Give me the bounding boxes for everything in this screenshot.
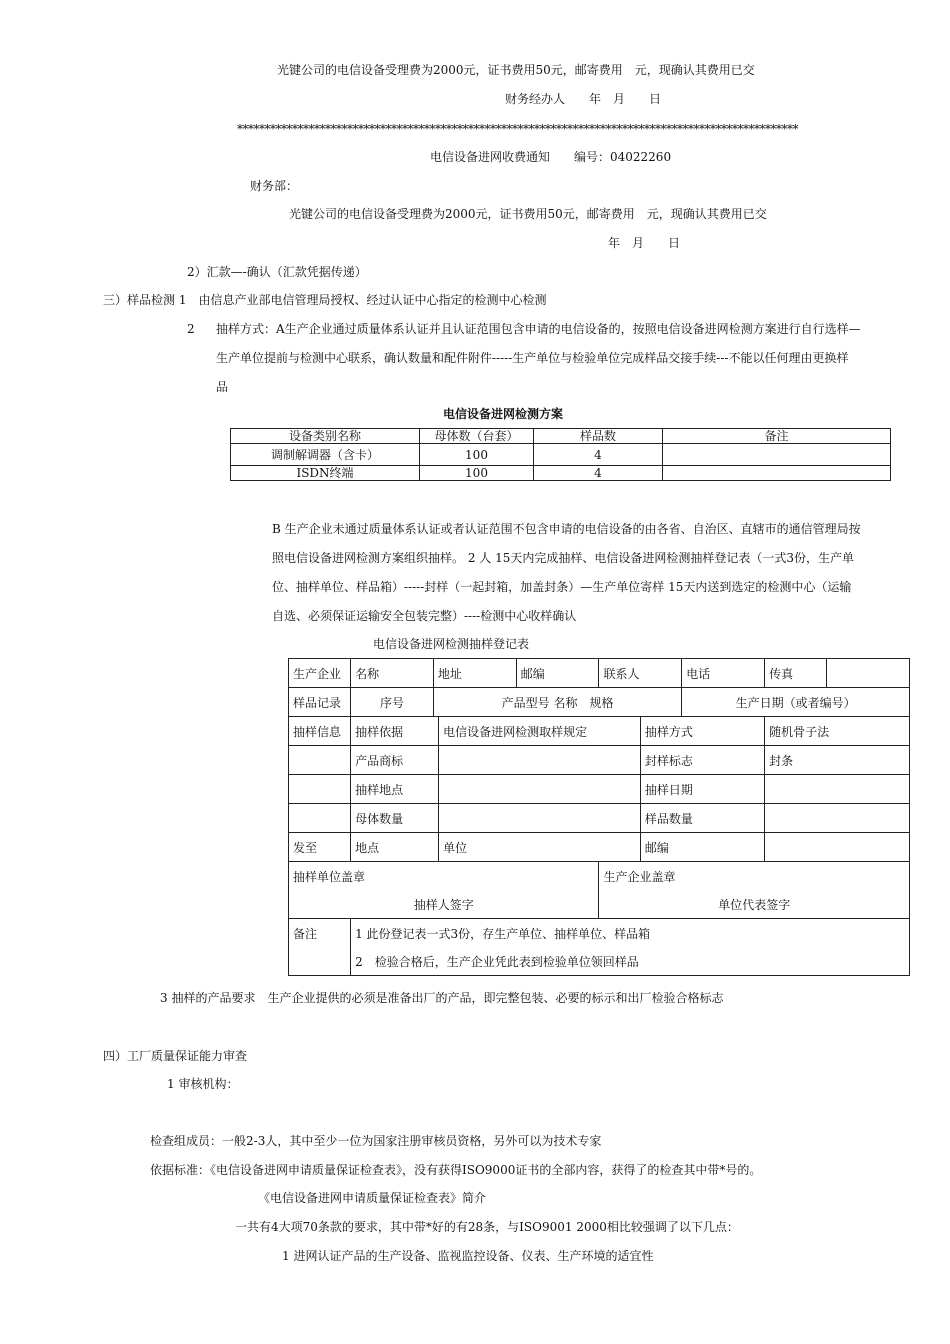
table-row	[289, 688, 910, 717]
table-cell: 备注	[289, 919, 351, 976]
table-cell: 样品记录	[289, 688, 351, 717]
inspection-basis: 依据标准：《电信设备进网申请质量保证检查表》，没有获得ISO9000证书的全部内容，获得了的检查其中带*号的。	[150, 1163, 762, 1177]
table-row	[289, 947, 910, 976]
table-cell	[439, 775, 641, 804]
table-cell: 封条	[765, 746, 910, 775]
star-divider: ******************************************************************************************************	[237, 122, 798, 136]
table-cell: 发至	[289, 833, 351, 862]
table-row	[289, 659, 910, 688]
table-cell: 随机骨子法	[765, 717, 910, 746]
table-cell: 抽样人签字	[289, 890, 599, 919]
table-header: 设备类别名称	[231, 429, 420, 444]
table-cell	[289, 804, 351, 833]
table-cell: 生产企业	[289, 659, 351, 688]
point-1: 1 进网认证产品的生产设备、监视监控设备、仪表、生产环境的适宜性	[282, 1249, 654, 1263]
table-cell: ISDN终端	[231, 466, 420, 481]
plan-table	[230, 428, 891, 481]
table-cell: 地址	[433, 659, 516, 688]
table-row	[289, 919, 910, 948]
para-b-line-1: B 生产企业未通过质量体系认证或者认证范围不包含申请的电信设备的由各省、自治区、直辖市的通信管理局按	[272, 522, 861, 536]
table-row	[289, 804, 910, 833]
table-cell: 地点	[351, 833, 439, 862]
table-cell: 4	[534, 444, 663, 466]
date-line: 年 月 日	[608, 236, 681, 250]
table-row	[289, 862, 910, 891]
fee-confirm-line-2: 光键公司的电信设备受理费为2000元，证书费用50元，邮寄费用 元，现确认其费用已交	[289, 207, 767, 221]
table-row	[231, 429, 891, 444]
table-cell	[765, 804, 910, 833]
item-2-number: 2	[187, 322, 195, 336]
table-header: 备注	[663, 429, 891, 444]
table-cell: 传真	[765, 659, 827, 688]
item-2-line-2: 生产单位提前与检测中心联系，确认数量和配件附件-----生产单位与检验单位完成样品交接手续---不能以任何理由更换样	[216, 351, 849, 365]
table-row	[289, 717, 910, 746]
registration-table-title: 电信设备进网检测抽样登记表	[373, 637, 530, 651]
table-cell: 单位	[439, 833, 641, 862]
sample-testing-heading: 三）样品检测 1 由信息产业部电信管理局授权、经过认证中心指定的检测中心检测	[103, 293, 547, 307]
table-row	[289, 775, 910, 804]
table-header: 样品数	[534, 429, 663, 444]
table-cell: 抽样地点	[351, 775, 439, 804]
table-cell	[289, 746, 351, 775]
remittance-line: 2）汇款—-确认（汇款凭据传递）	[187, 265, 367, 279]
table-cell: 电信设备进网检测取样规定	[439, 717, 641, 746]
table-row	[289, 746, 910, 775]
fee-confirm-line-1: 光键公司的电信设备受理费为2000元，证书费用50元，邮寄费用 元，现确认其费用已交	[277, 63, 755, 77]
table-row	[231, 466, 891, 481]
table-cell: 名称	[351, 659, 434, 688]
finance-handler-line: 财务经办人 年 月 日	[505, 92, 662, 106]
item-3-line: 3 抽样的产品要求 生产企业提供的必须是准备出厂的产品，即完整包装、必要的标示和出厂检验合格标志	[160, 991, 724, 1005]
table-row	[289, 890, 910, 919]
table-cell: 产品型号 名称 规格	[433, 688, 681, 717]
table-cell: 邮编	[640, 833, 764, 862]
table-cell: 邮编	[516, 659, 599, 688]
table-cell: 联系人	[599, 659, 682, 688]
registration-table	[288, 658, 910, 976]
table-cell	[663, 466, 891, 481]
table-cell: 4	[534, 466, 663, 481]
table-cell: 样品数量	[640, 804, 764, 833]
table-cell: 抽样单位盖章	[289, 862, 599, 891]
table-cell: 100	[420, 444, 534, 466]
table-cell	[827, 659, 910, 688]
notice-title: 电信设备进网收费通知 编号：04022260	[430, 150, 672, 164]
table-cell: 抽样日期	[640, 775, 764, 804]
table-cell: 生产日期（或者编号）	[682, 688, 910, 717]
table-cell: 1 此份登记表一式3份，存生产单位、抽样单位、样品箱	[351, 919, 910, 948]
table-cell: 调制解调器（含卡）	[231, 444, 420, 466]
table-cell: 单位代表签字	[599, 890, 910, 919]
table-cell	[765, 775, 910, 804]
plan-table-title: 电信设备进网检测方案	[443, 407, 564, 421]
table-cell: 2 检验合格后，生产企业凭此表到检验单位领回样品	[351, 947, 910, 976]
table-cell	[765, 833, 910, 862]
table-cell	[439, 746, 641, 775]
table-cell	[289, 775, 351, 804]
table-cell: 序号	[351, 688, 434, 717]
table-cell: 抽样依据	[351, 717, 439, 746]
table-row	[289, 833, 910, 862]
para-b-line-4: 自选、必须保证运输安全包装完整）----检测中心收样确认	[272, 609, 577, 623]
table-cell	[663, 444, 891, 466]
table-cell: 电话	[682, 659, 765, 688]
section-4-sub-1: 1 审核机构：	[167, 1077, 239, 1091]
intro-title: 《电信设备进网申请质量保证检查表》简介	[258, 1191, 487, 1205]
table-cell: 产品商标	[351, 746, 439, 775]
table-cell: 抽样方式	[640, 717, 764, 746]
table-cell: 封样标志	[640, 746, 764, 775]
table-row	[231, 444, 891, 466]
table-cell: 生产企业盖章	[599, 862, 910, 891]
intro-text: 一共有4大项70条款的要求，其中带*好的有28条，与ISO9001 2000相比较强调了以下几点：	[235, 1220, 739, 1234]
item-2-line-3: 品	[216, 380, 229, 394]
item-2-line-1: 抽样方式：A生产企业通过质量体系认证并且认证范围包含申请的电信设备的，按照电信设备进网检测方案进行自行选样—	[216, 322, 861, 336]
section-4-heading: 四）工厂质量保证能力审查	[103, 1049, 248, 1063]
table-cell: 母体数量	[351, 804, 439, 833]
para-b-line-2: 照电信设备进网检测方案组织抽样。 2 人 15天内完成抽样、电信设备进网检测抽样登记表（一式3份，生产单	[272, 551, 854, 565]
table-cell: 抽样信息	[289, 717, 351, 746]
table-cell	[439, 804, 641, 833]
finance-dept-label: 财务部：	[250, 179, 299, 193]
para-b-line-3: 位、抽样单位、样品箱）-----封样（一起封箱，加盖封条）—生产单位寄样 15天内送到选定的检测中心（运输	[272, 580, 852, 594]
table-cell: 100	[420, 466, 534, 481]
table-header: 母体数（台套）	[420, 429, 534, 444]
inspection-members: 检查组成员：一般2-3人，其中至少一位为国家注册审核员资格，另外可以为技术专家	[150, 1134, 602, 1148]
